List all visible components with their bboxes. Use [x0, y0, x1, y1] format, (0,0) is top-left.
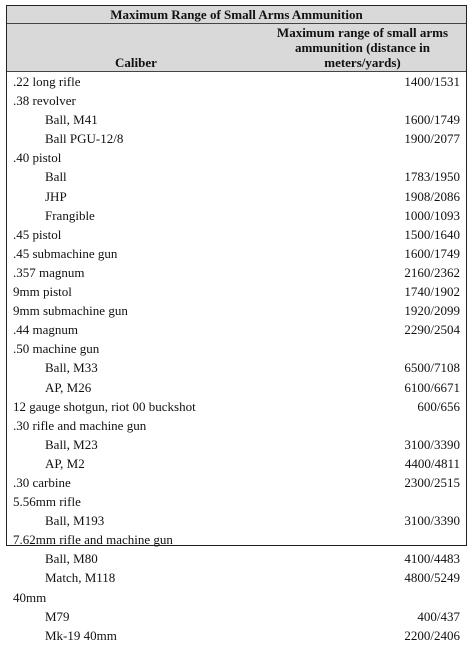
- range-cell: 1500/1640: [404, 226, 460, 242]
- table-row: [7, 530, 466, 549]
- caliber-cell: 7.62mm rifle and machine gun: [13, 532, 173, 548]
- range-cell: 2160/2362: [404, 264, 460, 280]
- range-cell: 1908/2086: [404, 188, 460, 204]
- table-row: [7, 568, 466, 587]
- table-row: [7, 225, 466, 244]
- caliber-cell: .40 pistol: [13, 150, 62, 166]
- table-row: [7, 588, 466, 607]
- table-row: [7, 511, 466, 530]
- table-row: [7, 244, 466, 263]
- table-row: [7, 378, 466, 397]
- range-cell: 1920/2099: [404, 303, 460, 319]
- caliber-cell: JHP: [45, 188, 67, 204]
- caliber-cell: .50 machine gun: [13, 341, 100, 357]
- table-header: [7, 24, 466, 72]
- caliber-cell: AP, M2: [45, 455, 85, 471]
- table-row: [7, 206, 466, 225]
- table-row: [7, 358, 466, 377]
- caliber-cell: Ball, M80: [45, 551, 98, 567]
- table-row: [7, 607, 466, 626]
- range-cell: 1783/1950: [404, 169, 460, 185]
- caliber-cell: 9mm submachine gun: [13, 303, 128, 319]
- table-row: [7, 454, 466, 473]
- range-cell: 1900/2077: [404, 131, 460, 147]
- caliber-cell: .357 magnum: [13, 264, 85, 280]
- range-cell: 6500/7108: [404, 360, 460, 376]
- caliber-cell: Ball: [45, 169, 67, 185]
- table-row: [7, 187, 466, 206]
- caliber-cell: Frangible: [45, 207, 95, 223]
- table-row: [7, 263, 466, 282]
- caliber-cell: Match, M118: [45, 570, 116, 586]
- table-row: [7, 282, 466, 301]
- caliber-cell: Ball, M193: [45, 513, 105, 529]
- table-title: Maximum Range of Small Arms Ammunition: [7, 6, 466, 24]
- table-row: [7, 72, 466, 91]
- table-row: [7, 339, 466, 358]
- table-row: [7, 626, 466, 645]
- caliber-cell: Ball PGU-12/8: [45, 131, 124, 147]
- range-cell: 400/437: [417, 608, 460, 624]
- ammunition-range-table: [6, 5, 467, 643]
- range-cell: 6100/6671: [404, 379, 460, 395]
- table-row: [7, 320, 466, 339]
- caliber-cell: .45 pistol: [13, 226, 62, 242]
- column-header-caliber: Caliber: [115, 55, 157, 70]
- caliber-cell: Ball, M41: [45, 112, 98, 128]
- caliber-cell: 5.56mm rifle: [13, 494, 81, 510]
- table-row: [7, 473, 466, 492]
- table-row: [7, 435, 466, 454]
- caliber-cell: .22 long rifle: [13, 74, 81, 89]
- caliber-cell: Mk-19 40mm: [45, 627, 117, 643]
- range-cell: 1000/1093: [404, 207, 460, 223]
- range-cell: 4400/4811: [404, 455, 460, 471]
- range-cell: 2200/2406: [404, 627, 460, 643]
- table-row: [7, 397, 466, 416]
- table-row: [7, 110, 466, 129]
- table-body: [7, 72, 466, 645]
- range-cell: 2290/2504: [404, 322, 460, 338]
- range-cell: 1740/1902: [404, 284, 460, 300]
- caliber-cell: .45 submachine gun: [13, 245, 118, 261]
- caliber-cell: Ball, M23: [45, 436, 98, 452]
- caliber-cell: 12 gauge shotgun, riot 00 buckshot: [13, 398, 196, 414]
- range-cell: 2300/2515: [404, 474, 460, 490]
- range-cell: 1600/1749: [404, 245, 460, 261]
- caliber-cell: 9mm pistol: [13, 284, 72, 300]
- table-row: [7, 129, 466, 148]
- table-row: [7, 549, 466, 568]
- caliber-cell: M79: [45, 608, 70, 624]
- caliber-cell: .38 revolver: [13, 93, 76, 109]
- range-cell: 4100/4483: [404, 551, 460, 567]
- caliber-cell: .30 rifle and machine gun: [13, 417, 147, 433]
- table-row: [7, 492, 466, 511]
- table-row: [7, 91, 466, 110]
- caliber-cell: AP, M26: [45, 379, 92, 395]
- table-row: [7, 167, 466, 186]
- table-row: [7, 301, 466, 320]
- caliber-cell: 40mm: [13, 589, 47, 605]
- column-header-range: Maximum range of small arms ammunition (distance in meters/yards): [276, 25, 449, 70]
- range-cell: 600/656: [417, 398, 460, 414]
- table-row: [7, 148, 466, 167]
- caliber-cell: Ball, M33: [45, 360, 98, 376]
- range-cell: 3100/3390: [404, 436, 460, 452]
- range-cell: 4800/5249: [404, 570, 460, 586]
- caliber-cell: .44 magnum: [13, 322, 78, 338]
- caliber-cell: .30 carbine: [13, 474, 71, 490]
- range-cell: 1400/1531: [404, 74, 460, 89]
- table-row: [7, 416, 466, 435]
- range-cell: 3100/3390: [404, 513, 460, 529]
- range-cell: 1600/1749: [404, 112, 460, 128]
